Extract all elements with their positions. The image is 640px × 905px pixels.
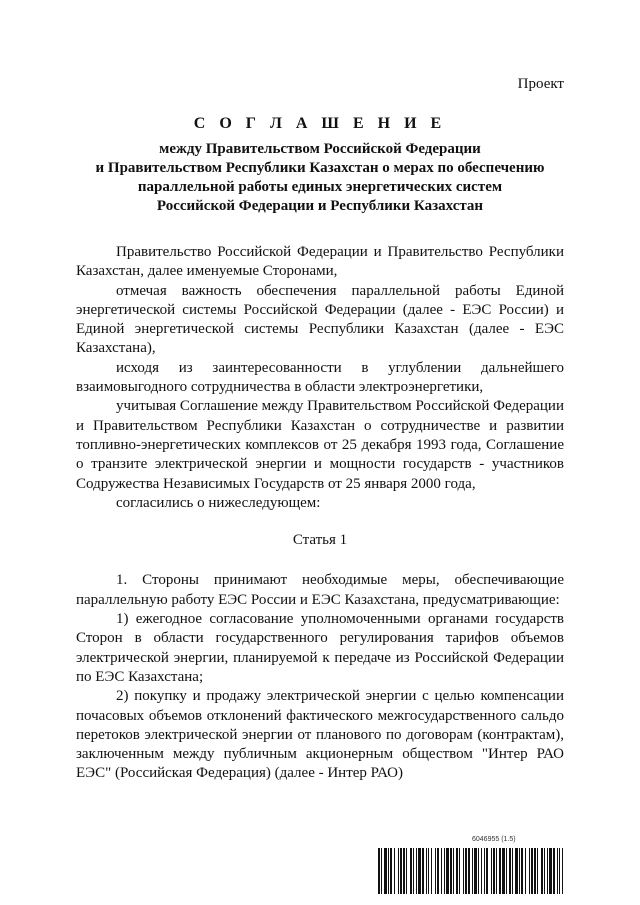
document-title: С О Г Л А Ш Е Н И Е [193,115,447,132]
preamble-paragraph: исходя из заинтересованности в углублении дальнейшего взаимовыгодного сотрудничества в области электроэнергетики, [76,359,564,396]
barcode-number: 6046955 (1.5) [472,836,516,843]
document-body [76,243,564,784]
preamble-paragraph: согласились о нижеследующем: [116,494,321,511]
article-paragraph: 2) покупку и продажу электрической энергии с целью компенсации почасовых объемов отклонений фактического межгосударственного сальдо перетоков электрической энергии от планового по договорам (контрактам), заключенным между публичным акционерным обществом "Интер РАО ЕЭС" (Российская Федерация) (далее - Интер РАО) [76,688,564,782]
article-paragraph: 1) ежегодное согласование уполномоченными органами государств Сторон в области государственного регулирования тарифов объемов электрической энергии, планируемой к передаче из Российской Федерации по ЕЭС Казахстана; [76,611,564,685]
subtitle-line: между Правительством Российской Федерации [159,141,481,157]
barcode-block [378,836,566,894]
document-subtitle [60,140,580,216]
barcode [378,848,566,894]
draft-label: Проект [517,76,564,92]
preamble-paragraph: учитывая Соглашение между Правительством Российской Федерации и Правительством Республики Казахстан о сотрудничестве и развитии топливно-энергетических комплексов от 25 декабря 1993 года, Соглашение о транзите электрической энергии и мощности государств - участников Содружества Независимых Государств от 25 января 2000 года, [76,398,564,492]
article-paragraph: 1. Стороны принимают необходимые меры, обеспечивающие параллельную работу ЕЭС России и ЕЭС Казахстана, предусматривающие: [76,572,564,608]
subtitle-line: Российской Федерации и Республики Казахстан [156,198,484,214]
preamble-paragraph: отмечая важность обеспечения параллельной работы Единой энергетической системы Российской Федерации (далее - ЕЭС России) и Единой энергетической системы Республики Казахстан (далее - ЕЭС Казахстана), [76,282,564,357]
article-heading: Статья 1 [292,532,348,549]
subtitle-line: и Правительством Республики Казахстан о мерах по обеспечению [95,160,545,176]
subtitle-line: параллельной работы единых энергетических систем [137,179,503,195]
preamble-paragraph: Правительство Российской Федерации и Правительство Республики Казахстан, далее именуемые Сторонами, [76,244,564,280]
